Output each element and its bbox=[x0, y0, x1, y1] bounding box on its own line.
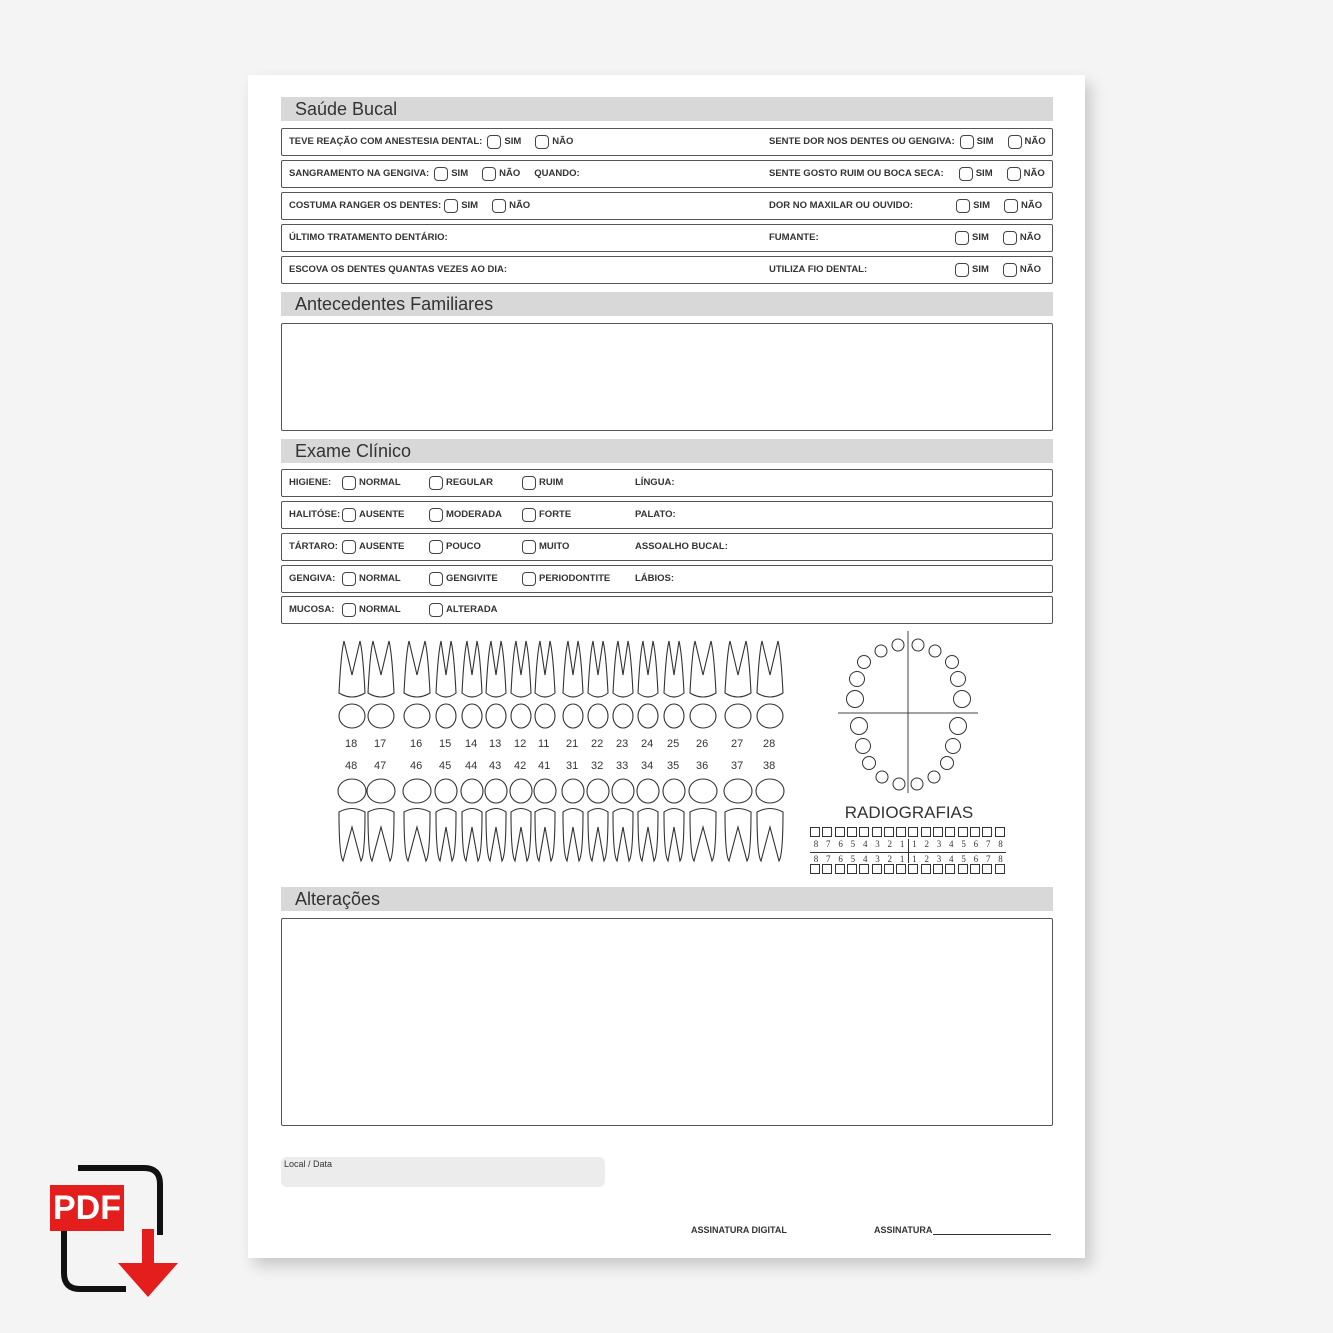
label-nao: NÃO bbox=[1019, 264, 1042, 275]
assinatura-label: ASSINATURA bbox=[874, 1225, 933, 1235]
tooth-number-lower: 35 bbox=[667, 760, 680, 772]
lower-tooth-icon bbox=[511, 809, 531, 862]
label-nao: NÃO bbox=[1020, 200, 1043, 211]
row-higiene bbox=[281, 469, 1053, 497]
local-data-label: Local / Data bbox=[284, 1159, 333, 1169]
label-sim: SIM bbox=[972, 264, 989, 275]
label-option: GENGIVITE bbox=[446, 573, 498, 584]
checkbox-higiene-ruim[interactable] bbox=[522, 476, 536, 490]
checkbox-halitose-forte[interactable] bbox=[522, 508, 536, 522]
checkbox-tartaro-muito[interactable] bbox=[522, 540, 536, 554]
radiografia-number: 6 bbox=[973, 839, 979, 849]
radiografia-box[interactable] bbox=[995, 864, 1005, 874]
radiografia-box[interactable] bbox=[896, 827, 906, 837]
row-escova bbox=[281, 256, 1053, 284]
radiografia-number: 7 bbox=[826, 839, 831, 849]
label-escova: ESCOVA OS DENTES QUANTAS VEZES AO DIA: bbox=[289, 264, 507, 275]
lower-occlusal-icon bbox=[435, 779, 457, 803]
lower-tooth-icon bbox=[486, 809, 506, 862]
upper-occlusal-icon bbox=[613, 704, 633, 728]
checkbox-anestesia-nao[interactable] bbox=[535, 135, 549, 149]
checkbox-fio-nao[interactable] bbox=[1003, 263, 1017, 277]
lower-tooth-icon bbox=[404, 809, 430, 862]
lower-occlusal-icon bbox=[689, 779, 717, 803]
label-higiene: HIGIENE: bbox=[289, 477, 332, 488]
section-antecedentes: Antecedentes Familiares bbox=[281, 292, 1053, 316]
label-nao: NÃO bbox=[1019, 232, 1042, 243]
tooth-number-upper: 25 bbox=[667, 738, 680, 750]
radiografia-number: 4 bbox=[949, 854, 954, 864]
radiografia-number: 1 bbox=[899, 839, 905, 849]
checkbox-gengiva-periodontite[interactable] bbox=[522, 572, 536, 586]
label-mucosa: MUCOSA: bbox=[289, 604, 335, 615]
upper-tooth-icon bbox=[725, 641, 751, 697]
radiografia-number: 5 bbox=[850, 854, 856, 864]
assinatura-digital-label: ASSINATURA DIGITAL bbox=[691, 1225, 787, 1235]
checkbox-halitose-moderada[interactable] bbox=[429, 508, 443, 522]
label-sim: SIM bbox=[973, 200, 990, 211]
checkbox-tartaro-pouco[interactable] bbox=[429, 540, 443, 554]
label-tartaro: TÁRTARO: bbox=[289, 541, 338, 552]
radiografia-box[interactable] bbox=[872, 827, 882, 837]
antecedentes-textarea[interactable] bbox=[281, 323, 1053, 431]
checkbox-ranger-sim[interactable] bbox=[444, 199, 458, 213]
upper-occlusal-icon bbox=[535, 704, 555, 728]
lower-occlusal-icon bbox=[510, 779, 532, 803]
upper-occlusal-icon bbox=[511, 704, 531, 728]
upper-tooth-icon bbox=[690, 641, 716, 697]
lower-occlusal-icon bbox=[461, 779, 483, 803]
radiografia-number: 1 bbox=[912, 854, 917, 864]
lower-tooth-icon bbox=[563, 809, 583, 862]
lower-tooth-icon bbox=[690, 809, 716, 862]
radiografia-box[interactable] bbox=[859, 864, 869, 874]
radiografia-box[interactable] bbox=[970, 864, 980, 874]
label-option: MODERADA bbox=[446, 509, 502, 520]
lower-occlusal-icon bbox=[338, 779, 366, 803]
lower-occlusal-icon bbox=[724, 779, 752, 803]
label-lingua: LÍNGUA: bbox=[635, 477, 675, 488]
upper-occlusal-icon bbox=[664, 704, 684, 728]
section-saude-bucal: Saúde Bucal bbox=[281, 97, 1053, 121]
tooth-number-lower: 42 bbox=[514, 760, 527, 772]
upper-tooth-icon bbox=[511, 641, 531, 697]
radiografia-box[interactable] bbox=[908, 827, 918, 837]
radiografia-number: 8 bbox=[813, 854, 819, 864]
lower-tooth-icon bbox=[664, 809, 684, 862]
checkbox-fio-sim[interactable] bbox=[955, 263, 969, 277]
label-option: FORTE bbox=[539, 509, 572, 520]
radiografia-box[interactable] bbox=[884, 827, 894, 837]
radiografia-box[interactable] bbox=[896, 864, 906, 874]
tooth-number-upper: 23 bbox=[616, 738, 629, 750]
checkbox-higiene-regular[interactable] bbox=[429, 476, 443, 490]
checkbox-gengiva-gengivite[interactable] bbox=[429, 572, 443, 586]
upper-tooth-icon bbox=[664, 641, 684, 697]
lower-tooth-icon bbox=[638, 809, 658, 862]
radiografia-box[interactable] bbox=[921, 864, 931, 874]
tooth-number-upper: 22 bbox=[591, 738, 604, 750]
row-gengiva bbox=[281, 565, 1053, 593]
tooth-number-lower: 41 bbox=[538, 760, 551, 772]
radiografia-box[interactable] bbox=[835, 827, 845, 837]
tooth-number-upper: 17 bbox=[374, 738, 387, 750]
label-nao: NÃO bbox=[1024, 136, 1046, 147]
lower-tooth-icon bbox=[368, 809, 394, 862]
row-ultimo-tratamento bbox=[281, 224, 1053, 252]
assinatura-line bbox=[933, 1225, 1051, 1235]
label-option: ALTERADA bbox=[446, 604, 498, 615]
tooth-number-lower: 44 bbox=[465, 760, 478, 772]
section-alteracoes: Alterações bbox=[281, 887, 1053, 911]
radiografia-number: 6 bbox=[838, 854, 843, 864]
checkbox-anestesia-sim[interactable] bbox=[487, 135, 501, 149]
tooth-number-upper: 21 bbox=[566, 738, 579, 750]
radiografia-box[interactable] bbox=[810, 827, 820, 837]
radiografia-box[interactable] bbox=[859, 827, 869, 837]
upper-occlusal-icon bbox=[486, 704, 506, 728]
label-sim: SIM bbox=[451, 168, 469, 179]
local-data-field[interactable] bbox=[281, 1157, 605, 1187]
radiografia-number: 7 bbox=[826, 854, 831, 864]
radiografia-box[interactable] bbox=[884, 864, 894, 874]
lower-occlusal-icon bbox=[756, 779, 784, 803]
lower-occlusal-icon bbox=[403, 779, 431, 803]
upper-tooth-icon bbox=[404, 641, 430, 697]
assinatura-field[interactable] bbox=[874, 1225, 1051, 1235]
tooth-number-upper: 15 bbox=[439, 738, 452, 750]
label-nao: NÃO bbox=[509, 200, 531, 211]
tooth-number-upper: 13 bbox=[489, 738, 502, 750]
label-option: AUSENTE bbox=[359, 509, 405, 520]
checkbox-dor-sim[interactable] bbox=[960, 135, 974, 149]
upper-occlusal-icon bbox=[436, 704, 456, 728]
radiografia-number: 5 bbox=[961, 854, 966, 864]
label-option: NORMAL bbox=[359, 573, 401, 584]
radiografia-number: 4 bbox=[862, 854, 868, 864]
upper-occlusal-icon bbox=[757, 704, 783, 728]
upper-occlusal-icon bbox=[563, 704, 583, 728]
tooth-number-lower: 48 bbox=[345, 760, 358, 772]
alteracoes-textarea[interactable] bbox=[281, 918, 1053, 1126]
radiografia-box[interactable] bbox=[958, 864, 968, 874]
tooth-number-lower: 46 bbox=[410, 760, 423, 772]
label-fio-dental: UTILIZA FIO DENTAL: bbox=[769, 264, 868, 275]
lower-occlusal-icon bbox=[485, 779, 507, 803]
tooth-number-lower: 45 bbox=[439, 760, 452, 772]
lower-tooth-icon bbox=[339, 809, 365, 862]
upper-occlusal-icon bbox=[368, 704, 394, 728]
lower-tooth-icon bbox=[462, 809, 482, 862]
lower-tooth-icon bbox=[725, 809, 751, 862]
lower-occlusal-icon bbox=[612, 779, 634, 803]
label-dor-dentes: SENTE DOR NOS DENTES OU GENGIVA: bbox=[769, 136, 955, 147]
tooth-number-upper: 27 bbox=[731, 738, 744, 750]
radiografia-box[interactable] bbox=[822, 827, 832, 837]
upper-tooth-icon bbox=[563, 641, 583, 697]
radiografia-number: 2 bbox=[887, 839, 893, 849]
label-nao: NÃO bbox=[1023, 168, 1045, 179]
label-sim: SIM bbox=[972, 232, 989, 243]
upper-tooth-icon bbox=[535, 641, 555, 697]
lower-occlusal-icon bbox=[534, 779, 556, 803]
radiografias-grid bbox=[810, 827, 1008, 877]
row-tartaro bbox=[281, 533, 1053, 561]
row-mucosa bbox=[281, 596, 1053, 624]
radiografia-number: 7 bbox=[985, 854, 991, 864]
upper-occlusal-icon bbox=[462, 704, 482, 728]
label-dor-maxilar: DOR NO MAXILAR OU OUVIDO: bbox=[769, 200, 914, 211]
label-option: REGULAR bbox=[446, 477, 493, 488]
radiografia-box[interactable] bbox=[995, 827, 1005, 837]
upper-occlusal-icon bbox=[404, 704, 430, 728]
label-ranger: COSTUMA RANGER OS DENTES: bbox=[289, 200, 442, 211]
label-option: NORMAL bbox=[359, 477, 401, 488]
radiografia-box[interactable] bbox=[847, 827, 857, 837]
upper-occlusal-icon bbox=[588, 704, 608, 728]
label-option: PERIODONTITE bbox=[539, 573, 611, 584]
checkbox-sangramento-sim[interactable] bbox=[434, 167, 448, 181]
radiografia-box[interactable] bbox=[835, 864, 845, 874]
label-anestesia: TEVE REAÇÃO COM ANESTESIA DENTAL: bbox=[289, 136, 483, 147]
checkbox-tartaro-ausente[interactable] bbox=[342, 540, 356, 554]
checkbox-sangramento-nao[interactable] bbox=[482, 167, 496, 181]
radiografia-box[interactable] bbox=[822, 864, 832, 874]
label-option: RUIM bbox=[539, 477, 564, 488]
lower-occlusal-icon bbox=[562, 779, 584, 803]
tooth-number-lower: 31 bbox=[566, 760, 579, 772]
upper-tooth-icon bbox=[462, 641, 482, 697]
label-sim: SIM bbox=[976, 136, 994, 147]
radiografia-box[interactable] bbox=[872, 864, 882, 874]
radiografia-number: 2 bbox=[887, 854, 893, 864]
radiografia-number: 3 bbox=[875, 839, 880, 849]
radiografia-number: 3 bbox=[875, 854, 880, 864]
label-sim: SIM bbox=[504, 136, 522, 147]
tooth-number-lower: 47 bbox=[374, 760, 387, 772]
label-halitose: HALITÓSE: bbox=[289, 509, 341, 520]
tooth-number-upper: 18 bbox=[345, 738, 358, 750]
label-sangramento: SANGRAMENTO NA GENGIVA: bbox=[289, 168, 430, 179]
checkbox-gosto-sim[interactable] bbox=[959, 167, 973, 181]
lower-occlusal-icon bbox=[587, 779, 609, 803]
upper-tooth-icon bbox=[368, 641, 394, 697]
radiografia-number: 7 bbox=[985, 839, 991, 849]
label-labios: LÁBIOS: bbox=[635, 573, 675, 584]
radiografia-number: 2 bbox=[924, 854, 929, 864]
lower-tooth-icon bbox=[588, 809, 608, 862]
radiografia-box[interactable] bbox=[908, 864, 918, 874]
checkbox-maxilar-sim[interactable] bbox=[956, 199, 970, 213]
radiografia-box[interactable] bbox=[933, 827, 943, 837]
radiografia-number: 3 bbox=[936, 854, 942, 864]
radiografia-box[interactable] bbox=[945, 864, 955, 874]
label-gosto-ruim: SENTE GOSTO RUIM OU BOCA SECA: bbox=[769, 168, 944, 179]
checkbox-ranger-nao[interactable] bbox=[492, 199, 506, 213]
label-sim: SIM bbox=[461, 200, 479, 211]
tooth-number-lower: 43 bbox=[489, 760, 502, 772]
radiografia-box[interactable] bbox=[970, 827, 980, 837]
radiografia-box[interactable] bbox=[982, 864, 992, 874]
row-anestesia bbox=[281, 128, 1053, 156]
radiografia-number: 5 bbox=[961, 839, 966, 849]
checkbox-higiene-normal[interactable] bbox=[342, 476, 356, 490]
label-option: NORMAL bbox=[359, 604, 401, 615]
tooth-number-lower: 38 bbox=[763, 760, 776, 772]
upper-tooth-icon bbox=[339, 641, 365, 697]
radiografia-box[interactable] bbox=[933, 864, 943, 874]
radiografia-midline bbox=[908, 839, 909, 863]
tooth-number-lower: 37 bbox=[731, 760, 744, 772]
radiografia-box[interactable] bbox=[847, 864, 857, 874]
radiografia-box[interactable] bbox=[810, 864, 820, 874]
radiografia-number: 8 bbox=[813, 839, 819, 849]
radiografia-number: 6 bbox=[838, 839, 843, 849]
lower-occlusal-icon bbox=[663, 779, 685, 803]
checkbox-maxilar-nao[interactable] bbox=[1004, 199, 1018, 213]
checkbox-dor-nao[interactable] bbox=[1008, 135, 1022, 149]
tooth-number-lower: 34 bbox=[641, 760, 654, 772]
pdf-label: PDF bbox=[50, 1185, 124, 1231]
radiografia-number: 4 bbox=[862, 839, 868, 849]
pdf-download-icon[interactable] bbox=[48, 1165, 182, 1301]
label-ultimo-tratamento: ÚLTIMO TRATAMENTO DENTÁRIO: bbox=[289, 232, 448, 243]
label-quando: QUANDO: bbox=[534, 168, 580, 179]
checkbox-mucosa-alterada[interactable] bbox=[429, 603, 443, 617]
upper-tooth-icon bbox=[757, 641, 783, 697]
radiografia-number: 1 bbox=[912, 839, 917, 849]
lower-tooth-icon bbox=[613, 809, 633, 862]
tooth-number-lower: 32 bbox=[591, 760, 604, 772]
upper-tooth-icon bbox=[588, 641, 608, 697]
label-option: MUITO bbox=[539, 541, 570, 552]
radiografia-number: 4 bbox=[949, 839, 954, 849]
tooth-number-upper: 12 bbox=[514, 738, 527, 750]
upper-occlusal-icon bbox=[725, 704, 751, 728]
row-sangramento bbox=[281, 160, 1053, 188]
radiografia-box[interactable] bbox=[945, 827, 955, 837]
radiografia-number: 6 bbox=[973, 854, 979, 864]
tooth-number-upper: 14 bbox=[465, 738, 478, 750]
tooth-number-upper: 24 bbox=[641, 738, 654, 750]
lower-occlusal-icon bbox=[367, 779, 395, 803]
upper-occlusal-icon bbox=[339, 704, 365, 728]
lower-occlusal-icon bbox=[637, 779, 659, 803]
upper-occlusal-icon bbox=[690, 704, 716, 728]
row-halitose bbox=[281, 501, 1053, 529]
upper-tooth-icon bbox=[613, 641, 633, 697]
label-option: AUSENTE bbox=[359, 541, 405, 552]
row-ranger bbox=[281, 192, 1053, 220]
radiografia-box[interactable] bbox=[958, 827, 968, 837]
lower-tooth-icon bbox=[535, 809, 555, 862]
lower-tooth-icon bbox=[436, 809, 456, 862]
tooth-number-upper: 26 bbox=[696, 738, 709, 750]
tooth-number-upper: 28 bbox=[763, 738, 776, 750]
radiografia-number: 3 bbox=[936, 839, 942, 849]
radiografia-number: 5 bbox=[850, 839, 856, 849]
radiografia-number: 2 bbox=[924, 839, 929, 849]
tooth-number-lower: 36 bbox=[696, 760, 709, 772]
label-fumante: FUMANTE: bbox=[769, 232, 819, 243]
tooth-number-lower: 33 bbox=[616, 760, 629, 772]
radiografia-number: 8 bbox=[998, 854, 1003, 864]
label-sim: SIM bbox=[975, 168, 993, 179]
label-gengiva: GENGIVA: bbox=[289, 573, 336, 584]
section-exame-clinico: Exame Clínico bbox=[281, 439, 1053, 463]
checkbox-gengiva-normal[interactable] bbox=[342, 572, 356, 586]
label-nao: NÃO bbox=[499, 168, 521, 179]
radiografia-box[interactable] bbox=[982, 827, 992, 837]
form-sheet bbox=[248, 75, 1085, 1258]
label-nao: NÃO bbox=[552, 136, 574, 147]
lower-tooth-icon bbox=[757, 809, 783, 862]
radiografia-box[interactable] bbox=[921, 827, 931, 837]
checkbox-gosto-nao[interactable] bbox=[1007, 167, 1021, 181]
upper-occlusal-icon bbox=[638, 704, 658, 728]
upper-tooth-icon bbox=[638, 641, 658, 697]
checkbox-halitose-ausente[interactable] bbox=[342, 508, 356, 522]
tooth-number-upper: 11 bbox=[538, 738, 550, 750]
upper-tooth-icon bbox=[436, 641, 456, 697]
radiografia-number: 8 bbox=[998, 839, 1003, 849]
upper-tooth-icon bbox=[486, 641, 506, 697]
radiografias-title: RADIOGRAFIAS bbox=[844, 803, 974, 822]
label-palato: PALATO: bbox=[635, 509, 676, 520]
child-odontogram-icon bbox=[836, 627, 982, 797]
checkbox-fumante-sim[interactable] bbox=[955, 231, 969, 245]
radiografia-number: 1 bbox=[899, 854, 905, 864]
label-option: POUCO bbox=[446, 541, 481, 552]
checkbox-mucosa-normal[interactable] bbox=[342, 603, 356, 617]
checkbox-fumante-nao[interactable] bbox=[1003, 231, 1017, 245]
label-assoalho: ASSOALHO BUCAL: bbox=[635, 541, 728, 552]
tooth-number-upper: 16 bbox=[410, 738, 423, 750]
